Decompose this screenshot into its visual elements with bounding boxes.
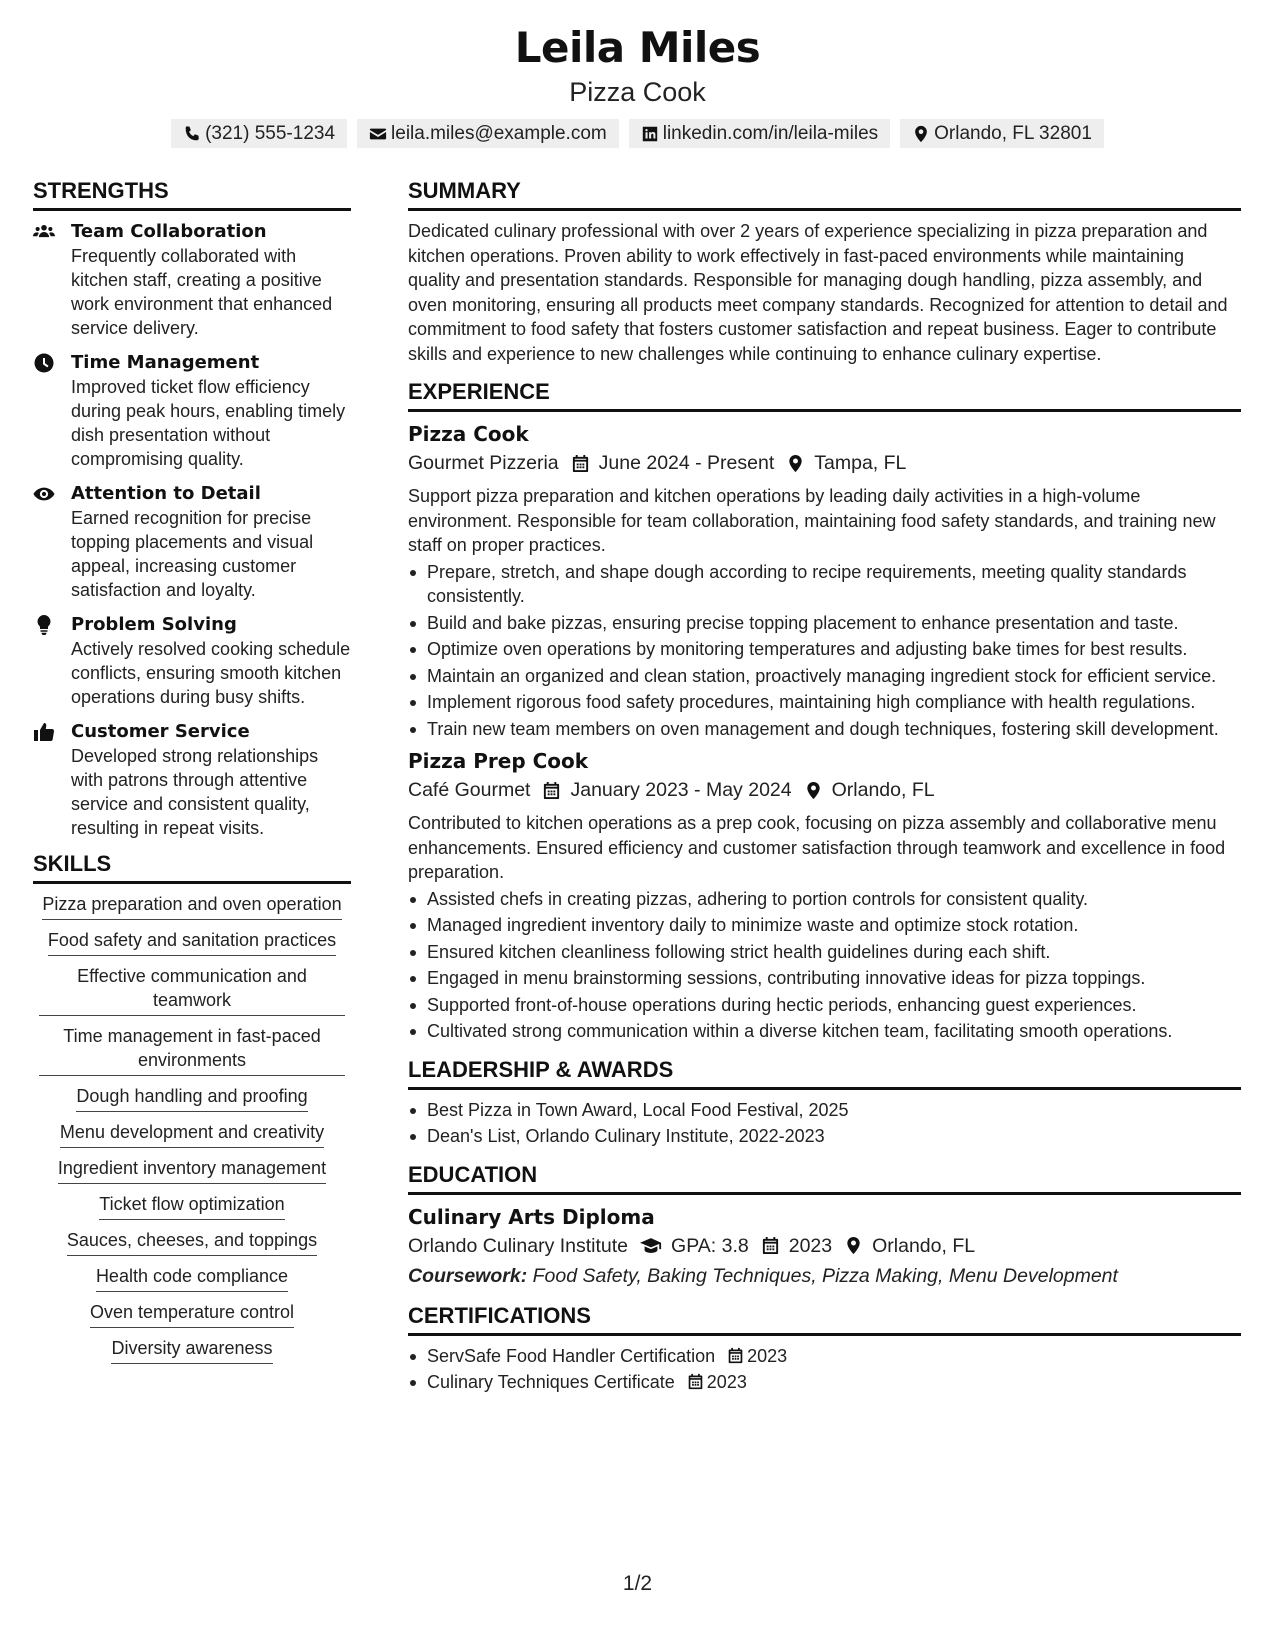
linkedin-text: linkedin.com/in/leila-miles [662, 122, 879, 144]
location-text: Orlando, FL 32801 [934, 122, 1092, 144]
skill-item [33, 1120, 351, 1148]
coursework-list: Food Safety, Baking Techniques, Pizza Making, Menu Development [532, 1264, 1118, 1287]
users-icon [33, 222, 55, 242]
job-bullets [408, 887, 1241, 1044]
eye-icon [33, 484, 55, 504]
job-entry [408, 747, 1241, 1044]
strength-title: Attention to Detail [71, 483, 261, 504]
certifications-section [408, 1302, 1241, 1395]
job-title: Pizza Prep Cook [408, 749, 589, 773]
skill-item [33, 1300, 351, 1328]
skill-label: Food safety and sanitation practices [48, 928, 336, 956]
bullet-item: Train new team members on oven management and dough techniques, fostering skill development. [408, 717, 1241, 742]
lightbulb-icon [33, 615, 55, 635]
map-pin-icon [786, 454, 805, 473]
strength-item [33, 481, 351, 602]
bullet-item: Supported front-of-house operations during hectic periods, enhancing guest experiences. [408, 993, 1241, 1018]
map-pin-icon [912, 125, 930, 143]
calendar-icon [687, 1373, 704, 1390]
certifications-heading: CERTIFICATIONS [408, 1302, 1241, 1336]
job-location: Tampa, FL [814, 452, 907, 474]
bullet-item: Managed ingredient inventory daily to minimize waste and optimize stock rotation. [408, 913, 1241, 938]
calendar-icon [761, 1236, 780, 1255]
strength-title: Team Collaboration [71, 221, 267, 242]
candidate-name: Leila Miles [514, 23, 761, 72]
right-column [408, 177, 1241, 1397]
coursework-label: Coursework: [408, 1264, 528, 1287]
map-pin-icon [804, 781, 823, 800]
job-entry [408, 420, 1241, 741]
left-column [33, 177, 351, 1364]
skill-label: Oven temperature control [90, 1300, 294, 1328]
awards-list [408, 1098, 1241, 1149]
graduation-year: 2023 [788, 1234, 833, 1257]
strength-item [33, 612, 351, 709]
strength-title: Customer Service [71, 721, 250, 742]
school-location: Orlando, FL [872, 1234, 976, 1257]
experience-heading: EXPERIENCE [408, 378, 1241, 412]
strength-desc: Earned recognition for precise topping placements and visual appeal, increasing customer satisfaction and loyalty. [71, 508, 314, 600]
skill-item [33, 1336, 351, 1364]
skill-label: Effective communication and teamwork [39, 964, 345, 1016]
education-section [408, 1161, 1241, 1290]
coursework [408, 1262, 1241, 1290]
contact-linkedin[interactable] [629, 119, 890, 148]
strength-item [33, 219, 351, 340]
award-item: Best Pizza in Town Award, Local Food Festival, 2025 [408, 1098, 1241, 1123]
skill-item [33, 1156, 351, 1184]
map-pin-icon [844, 1236, 863, 1255]
certification-name: Culinary Techniques Certificate [427, 1372, 675, 1392]
bullet-item: Engaged in menu brainstorming sessions, contributing innovative ideas for pizza toppings. [408, 966, 1241, 991]
certification-item [408, 1370, 1241, 1395]
leadership-heading: LEADERSHIP & AWARDS [408, 1056, 1241, 1090]
experience-section [408, 378, 1241, 1044]
page-number: 1/2 [622, 1572, 653, 1595]
skill-label: Dough handling and proofing [76, 1084, 307, 1112]
skills-section [33, 850, 351, 1364]
contact-email[interactable] [357, 119, 619, 148]
gpa: GPA: 3.8 [671, 1234, 749, 1257]
bullet-item: Maintain an organized and clean station, proactively managing ingredient stock for efficient service. [408, 664, 1241, 689]
clock-icon [33, 353, 55, 373]
skill-item [33, 1228, 351, 1256]
envelope-icon [369, 125, 387, 143]
job-dates: June 2024 - Present [598, 452, 775, 474]
strength-title: Problem Solving [71, 614, 237, 635]
bullet-item: Ensured kitchen cleanliness following strict health guidelines during each shift. [408, 940, 1241, 965]
strength-title: Time Management [71, 352, 260, 373]
school-name: Orlando Culinary Institute [408, 1234, 629, 1257]
thumbs-up-icon [33, 722, 55, 742]
job-description: Contributed to kitchen operations as a prep cook, focusing on pizza assembly and collaborative menu enhancements. Ensured efficiency and customer satisfaction through teamwork and excellence in food preparation. [408, 813, 1226, 882]
skill-item [33, 1084, 351, 1112]
calendar-icon [571, 454, 590, 473]
graduation-cap-icon [640, 1236, 662, 1255]
job-meta [408, 448, 1241, 478]
skill-item [33, 964, 351, 1016]
skill-item [33, 928, 351, 956]
skill-label: Sauces, cheeses, and toppings [67, 1228, 317, 1256]
skill-label: Time management in fast-paced environments [39, 1024, 345, 1076]
email-text: leila.miles@example.com [391, 122, 607, 144]
bullet-item: Cultivated strong communication within a diverse kitchen team, facilitating smooth operations. [408, 1019, 1241, 1044]
skill-item [33, 1192, 351, 1220]
resume-header [0, 22, 1275, 148]
job-bullets [408, 560, 1241, 742]
education-meta [408, 1231, 1241, 1261]
bullet-item: Build and bake pizzas, ensuring precise topping placement to enhance presentation and taste. [408, 611, 1241, 636]
bullet-item: Implement rigorous food safety procedures, maintaining high compliance with health regulations. [408, 690, 1241, 715]
contact-phone[interactable] [171, 119, 347, 148]
skill-label: Diversity awareness [111, 1336, 272, 1364]
skill-label: Ticket flow optimization [99, 1192, 284, 1220]
strength-item [33, 719, 351, 840]
linkedin-icon [641, 125, 659, 143]
job-dates: January 2023 - May 2024 [570, 779, 792, 801]
certifications-list [408, 1344, 1241, 1395]
award-item: Dean's List, Orlando Culinary Institute, 2022-2023 [408, 1124, 1241, 1149]
skill-label: Pizza preparation and oven operation [42, 892, 341, 920]
job-title: Pizza Cook [408, 422, 529, 446]
calendar-icon [727, 1347, 744, 1364]
candidate-title: Pizza Cook [569, 77, 706, 107]
calendar-icon [542, 781, 561, 800]
bullet-item: Prepare, stretch, and shape dough according to recipe requirements, meeting quality standards consistently. [408, 560, 1241, 609]
certification-year: 2023 [706, 1372, 747, 1392]
strength-desc: Developed strong relationships with patrons through attentive service and consistent quality, resulting in repeat visits. [71, 746, 319, 838]
skill-label: Menu development and creativity [60, 1120, 324, 1148]
skills-heading: SKILLS [33, 850, 351, 884]
summary-heading: SUMMARY [408, 177, 1241, 211]
job-location: Orlando, FL [831, 779, 935, 801]
certification-year: 2023 [747, 1345, 788, 1366]
skill-label: Health code compliance [96, 1264, 288, 1292]
job-meta [408, 775, 1241, 805]
job-company: Café Gourmet [408, 779, 531, 801]
skill-label: Ingredient inventory management [58, 1156, 326, 1184]
leadership-section [408, 1056, 1241, 1149]
education-heading: EDUCATION [408, 1161, 1241, 1195]
phone-text: (321) 555-1234 [205, 122, 336, 144]
strengths-heading: STRENGTHS [33, 177, 351, 211]
skill-item [33, 1024, 351, 1076]
degree-title: Culinary Arts Diploma [408, 1204, 655, 1229]
strength-item [33, 350, 351, 471]
contact-bar [0, 119, 1275, 148]
certification-item [408, 1344, 1241, 1369]
bullet-item: Optimize oven operations by monitoring temperatures and adjusting bake times for best results. [408, 637, 1241, 662]
contact-location [900, 119, 1104, 148]
strength-desc: Actively resolved cooking schedule conflicts, ensuring smooth kitchen operations during busy shifts. [71, 639, 351, 707]
summary-text: Dedicated culinary professional with over 2 years of experience specializing in pizza preparation and kitchen operations. Proven ability to work effectively in fast-paced environments while maintaining quality and presentation standards. Responsible for managing dough handling, pizza assembly, and oven monitoring, ensuring all products meet company standards. Recognized for attention to detail and commitment to food safety that fosters customer satisfaction and repeat business. Eager to contribute skills and experience to new challenges while continuing to enhance culinary expertise. [408, 221, 1228, 364]
skill-item [33, 892, 351, 920]
strength-desc: Frequently collaborated with kitchen staff, creating a positive work environment that enhanced service delivery. [71, 246, 333, 338]
job-company: Gourmet Pizzeria [408, 452, 559, 474]
phone-icon [183, 125, 201, 143]
certification-name: ServSafe Food Handler Certification [427, 1345, 716, 1366]
bullet-item: Assisted chefs in creating pizzas, adhering to portion controls for consistent quality. [408, 887, 1241, 912]
strength-desc: Improved ticket flow efficiency during peak hours, enabling timely dish presentation without compromising quality. [71, 377, 346, 469]
job-description: Support pizza preparation and kitchen operations by leading daily activities in a high-volume environment. Responsible for team collaboration, maintaining food safety standards, and training new staff on proper practices. [408, 486, 1216, 555]
skill-item [33, 1264, 351, 1292]
